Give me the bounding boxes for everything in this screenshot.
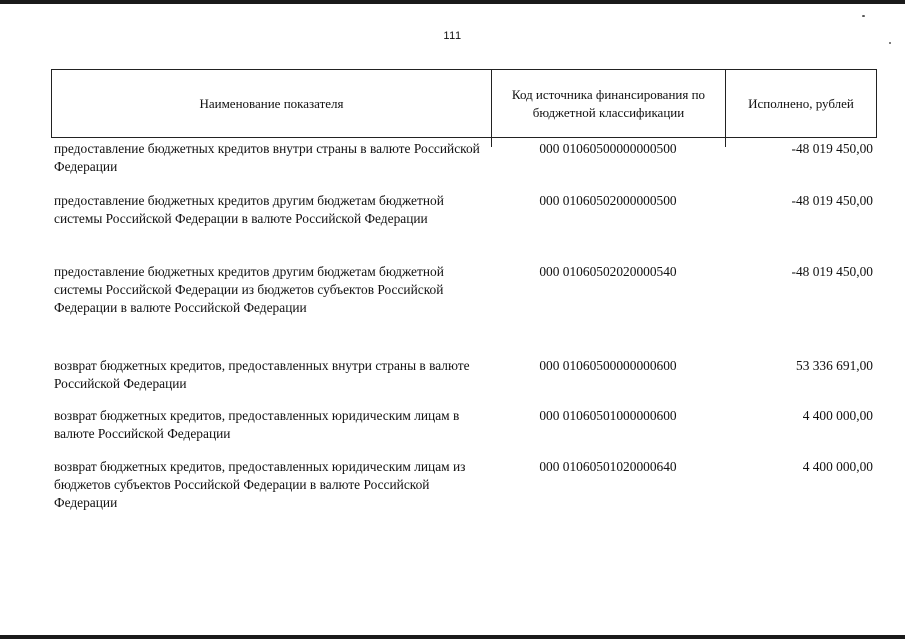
- page-number: 111: [443, 30, 462, 42]
- row-amount: 53 336 691,00: [796, 358, 873, 373]
- row-name: возврат бюджетных кредитов, предоставленных юридическим лицам из бюджетов субъектов Российской Федерации в валюте Российской Федерации: [54, 459, 466, 510]
- row-amount: 4 400 000,00: [802, 459, 873, 474]
- row-code: 000 01060501020000640: [539, 459, 677, 474]
- table-header: [51, 69, 877, 138]
- row-amount: -48 019 450,00: [791, 193, 873, 208]
- top-scan-border: [0, 0, 905, 4]
- row-code: 000 01060500000000600: [539, 358, 677, 373]
- row-name: предоставление бюджетных кредитов другим бюджетам бюджетной системы Российской Федерации из бюджетов субъектов Российской Федерации в валюте Российской Федерации: [54, 264, 444, 315]
- scan-speck: [889, 42, 891, 44]
- header-code-column: Код источника финансирования по бюджетной классификации: [492, 70, 726, 137]
- row-amount: 4 400 000,00: [802, 408, 873, 423]
- header-executed-column: Исполнено, рублей: [748, 95, 854, 111]
- row-name: возврат бюджетных кредитов, предоставленных внутри страны в валюте Российской Федерации: [54, 358, 470, 391]
- bottom-scan-border: [0, 635, 905, 639]
- row-name: предоставление бюджетных кредитов внутри страны в валюте Российской Федерации: [54, 141, 480, 174]
- row-code: 000 01060502020000540: [539, 264, 677, 279]
- row-name: предоставление бюджетных кредитов другим бюджетам бюджетной системы Российской Федерации в валюте Российской Федерации: [54, 193, 444, 226]
- row-name: возврат бюджетных кредитов, предоставленных юридическим лицам в валюте Российской Федерации: [54, 408, 460, 441]
- row-amount: -48 019 450,00: [791, 264, 873, 279]
- row-code: 000 01060502000000500: [539, 193, 677, 208]
- row-code: 000 01060501000000600: [539, 408, 677, 423]
- row-amount: -48 019 450,00: [791, 141, 873, 156]
- header-name-column: Наименование показателя: [52, 70, 492, 137]
- scan-speck: [862, 15, 865, 17]
- row-code: 000 01060500000000500: [539, 141, 677, 156]
